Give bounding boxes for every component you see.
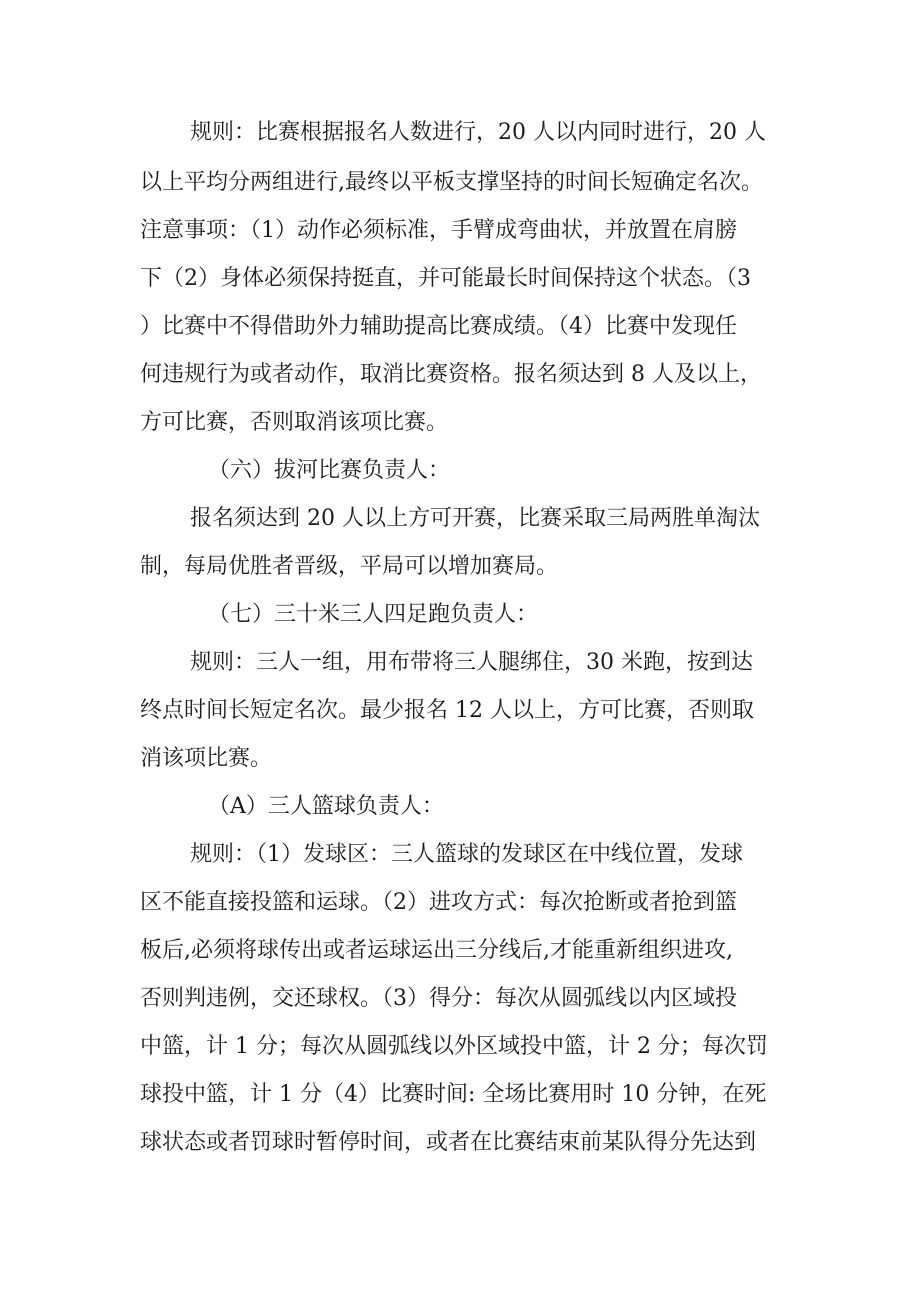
- section-heading: （A）三人篮球负责人：: [208, 794, 444, 819]
- text-line: 规则：（1）发球区：三人篮球的发球区在中线位置，发球: [190, 842, 743, 867]
- text-line: 否则判违例，交还球权。（3）得分：每次从圆弧线以内区域投: [140, 986, 737, 1011]
- text-line: ）比赛中不得借助外力辅助提高比赛成绩。（4）比赛中发现任: [140, 314, 737, 339]
- text-line: 注意事项：（1）动作必须标准，手臂成弯曲状，并放置在肩膀: [140, 218, 737, 243]
- text-line: 终点时间长短定名次。最少报名 12 人以上，方可比赛，否则取: [140, 698, 754, 723]
- section-heading: （七）三十米三人四足跑负责人：: [208, 602, 539, 627]
- text-line: 制，每局优胜者晋级，平局可以增加赛局。: [140, 554, 559, 579]
- text-line: 消该项比赛。: [140, 746, 273, 771]
- text-line: 下（2）身体必须保持挺直，并可能最长时间保持这个状态。（3: [140, 266, 751, 291]
- text-line: 规则：比赛根据报名人数进行，20 人以内同时进行，20 人: [190, 120, 766, 145]
- text-line: 区不能直接投篮和运球。（2）进攻方式：每次抢断或者抢到篮: [140, 890, 737, 915]
- text-line: 规则：三人一组，用布带将三人腿绑住，30 米跑，按到达: [190, 650, 753, 675]
- text-line: 报名须达到 20 人以上方可开赛，比赛采取三局两胜单淘汰: [190, 506, 760, 531]
- text-line: 球投中篮，计 1 分（4）比赛时间: 全场比赛用时 10 分钟，在死: [140, 1082, 767, 1107]
- text-line: 板后,必须将球传出或者运球运出三分线后,才能重新组织进攻,: [140, 938, 733, 963]
- text-line: 方可比赛，否则取消该项比赛。: [140, 410, 449, 435]
- section-heading: （六）拔河比赛负责人：: [208, 458, 451, 483]
- text-line: 何违规行为或者动作，取消比赛资格。报名须达到 8 人及以上，: [140, 362, 762, 387]
- text-line: 中篮，计 1 分；每次从圆弧线以外区域投中篮，计 2 分；每次罚: [140, 1034, 768, 1059]
- text-line: 球状态或者罚球时暂停时间，或者在比赛结束前某队得分先达到: [140, 1130, 757, 1155]
- text-line: 以上平均分两组进行,最终以平板支撑坚持的时间长短确定名次。: [140, 170, 763, 195]
